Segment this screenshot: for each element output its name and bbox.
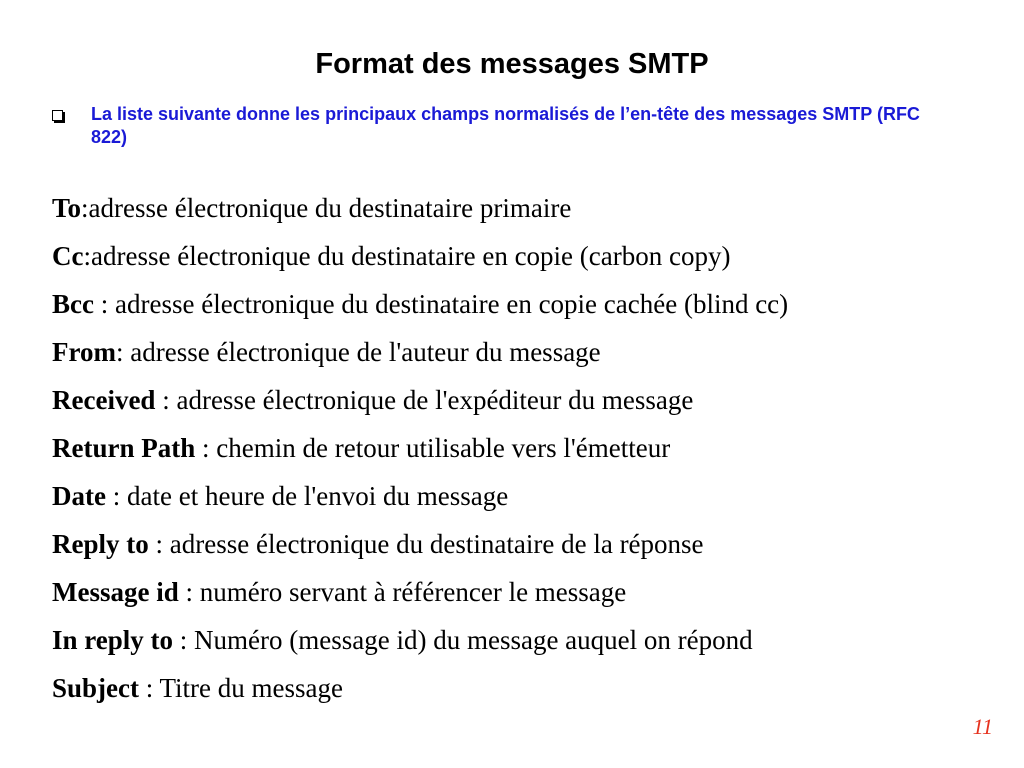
field-name: Subject bbox=[52, 673, 139, 703]
field-name: Message id bbox=[52, 577, 179, 607]
slide-title: Format des messages SMTP bbox=[315, 48, 709, 80]
field-item-return-path bbox=[52, 424, 1012, 472]
field-description: adresse électronique du destinataire de la réponse bbox=[169, 529, 704, 559]
field-description: numéro servant à référencer le message bbox=[199, 577, 627, 607]
field-separator: : bbox=[173, 625, 195, 655]
field-name: Return Path bbox=[52, 433, 196, 463]
field-name: To bbox=[52, 193, 82, 223]
field-name: Received bbox=[52, 385, 156, 415]
field-item-to bbox=[52, 184, 1012, 232]
field-item-cc bbox=[52, 232, 1012, 280]
field-name: From bbox=[52, 337, 116, 367]
field-separator: : bbox=[155, 385, 177, 415]
field-name: Date bbox=[52, 481, 106, 511]
field-name: Cc bbox=[52, 241, 84, 271]
field-item-bcc bbox=[52, 280, 1012, 328]
field-name: In reply to bbox=[52, 625, 174, 655]
field-item-message-id bbox=[52, 568, 1012, 616]
field-name: Reply to bbox=[52, 529, 149, 559]
field-item-from bbox=[52, 328, 1012, 376]
field-description: Titre du message bbox=[159, 673, 344, 703]
field-description: Numéro (message id) du message auquel on répond bbox=[194, 625, 753, 655]
field-item-in-reply-to bbox=[52, 616, 1012, 664]
field-item-received bbox=[52, 376, 1012, 424]
field-separator: : bbox=[148, 529, 170, 559]
field-separator: : bbox=[105, 481, 127, 511]
field-description: adresse électronique de l'auteur du message bbox=[130, 337, 601, 367]
field-description: adresse électronique du destinataire en copie cachée (blind cc) bbox=[115, 289, 789, 319]
field-separator: : bbox=[93, 289, 115, 319]
field-item-reply-to bbox=[52, 520, 1012, 568]
field-item-subject bbox=[52, 664, 1012, 712]
field-separator: : bbox=[195, 433, 217, 463]
field-separator: : bbox=[139, 673, 160, 703]
field-description: date et heure de l'envoi du message bbox=[127, 481, 509, 511]
field-description: adresse électronique du destinataire en copie (carbon copy) bbox=[91, 241, 731, 271]
field-description: adresse électronique de l'expéditeur du message bbox=[176, 385, 694, 415]
page-number: 11 bbox=[972, 714, 993, 739]
field-name: Bcc bbox=[52, 289, 94, 319]
field-separator: : bbox=[83, 241, 91, 271]
intro-text: La liste suivante donne les principaux champs normalisés de l’en-tête des messages SMTP (RFC 822) bbox=[91, 104, 920, 147]
field-separator: : bbox=[81, 193, 89, 223]
field-separator: : bbox=[115, 337, 131, 367]
field-separator: : bbox=[178, 577, 200, 607]
field-description: chemin de retour utilisable vers l'émetteur bbox=[216, 433, 671, 463]
field-item-date bbox=[52, 472, 1012, 520]
field-description: adresse électronique du destinataire primaire bbox=[88, 193, 572, 223]
header-fields-list bbox=[52, 184, 1012, 712]
square-bullet-icon bbox=[52, 110, 63, 121]
